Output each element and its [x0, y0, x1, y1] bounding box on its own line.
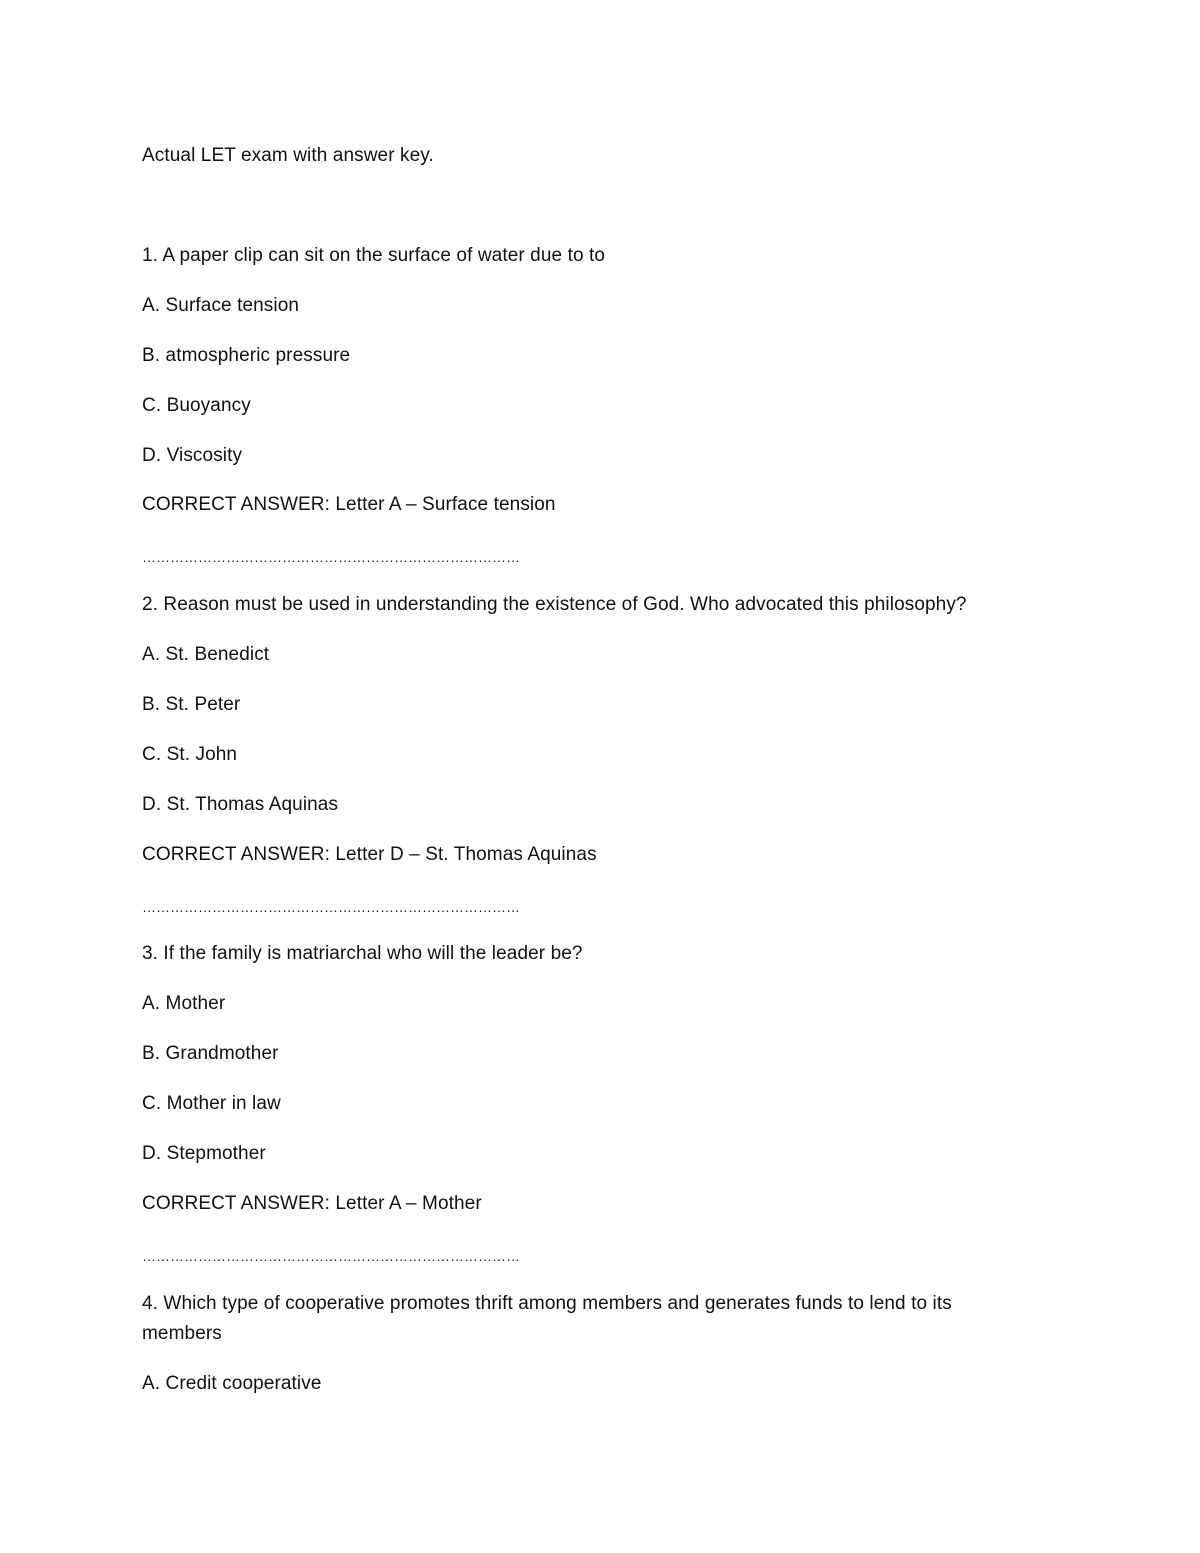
question-1-option-b: B. atmospheric pressure: [142, 345, 351, 366]
question-3-option-b: B. Grandmother: [142, 1043, 279, 1064]
separator-3: ………………………………………………………………………: [142, 1248, 520, 1264]
question-2-option-d: D. St. Thomas Aquinas: [142, 794, 339, 815]
question-4-option-a: A. Credit cooperative: [142, 1373, 322, 1394]
question-2-option-a: A. St. Benedict: [142, 644, 270, 665]
question-3-prompt: 3. If the family is matriarchal who will the leader be?: [142, 943, 583, 964]
question-1-option-d: D. Viscosity: [142, 445, 243, 466]
question-3-option-d: D. Stepmother: [142, 1143, 266, 1164]
question-1-prompt: 1. A paper clip can sit on the surface of water due to to: [142, 245, 606, 266]
question-1-option-a: A. Surface tension: [142, 295, 300, 316]
question-1-answer: CORRECT ANSWER: Letter A – Surface tension: [142, 494, 556, 515]
question-3-answer: CORRECT ANSWER: Letter A – Mother: [142, 1193, 482, 1214]
question-2-option-b: B. St. Peter: [142, 694, 241, 715]
question-4-prompt: 4. Which type of cooperative promotes thrift among members and generates funds to lend to its members: [142, 1293, 952, 1344]
question-3-option-a: A. Mother: [142, 993, 226, 1014]
question-2-option-c: C. St. John: [142, 744, 238, 765]
question-2-answer: CORRECT ANSWER: Letter D – St. Thomas Aquinas: [142, 844, 597, 865]
question-1-option-c: C. Buoyancy: [142, 395, 251, 416]
question-3-option-c: C. Mother in law: [142, 1093, 281, 1114]
separator-2: ………………………………………………………………………: [142, 899, 520, 915]
separator-1: ………………………………………………………………………: [142, 549, 520, 565]
document-title: Actual LET exam with answer key.: [142, 145, 434, 166]
question-2-prompt: 2. Reason must be used in understanding the existence of God. Who advocated this philosophy?: [142, 594, 967, 615]
